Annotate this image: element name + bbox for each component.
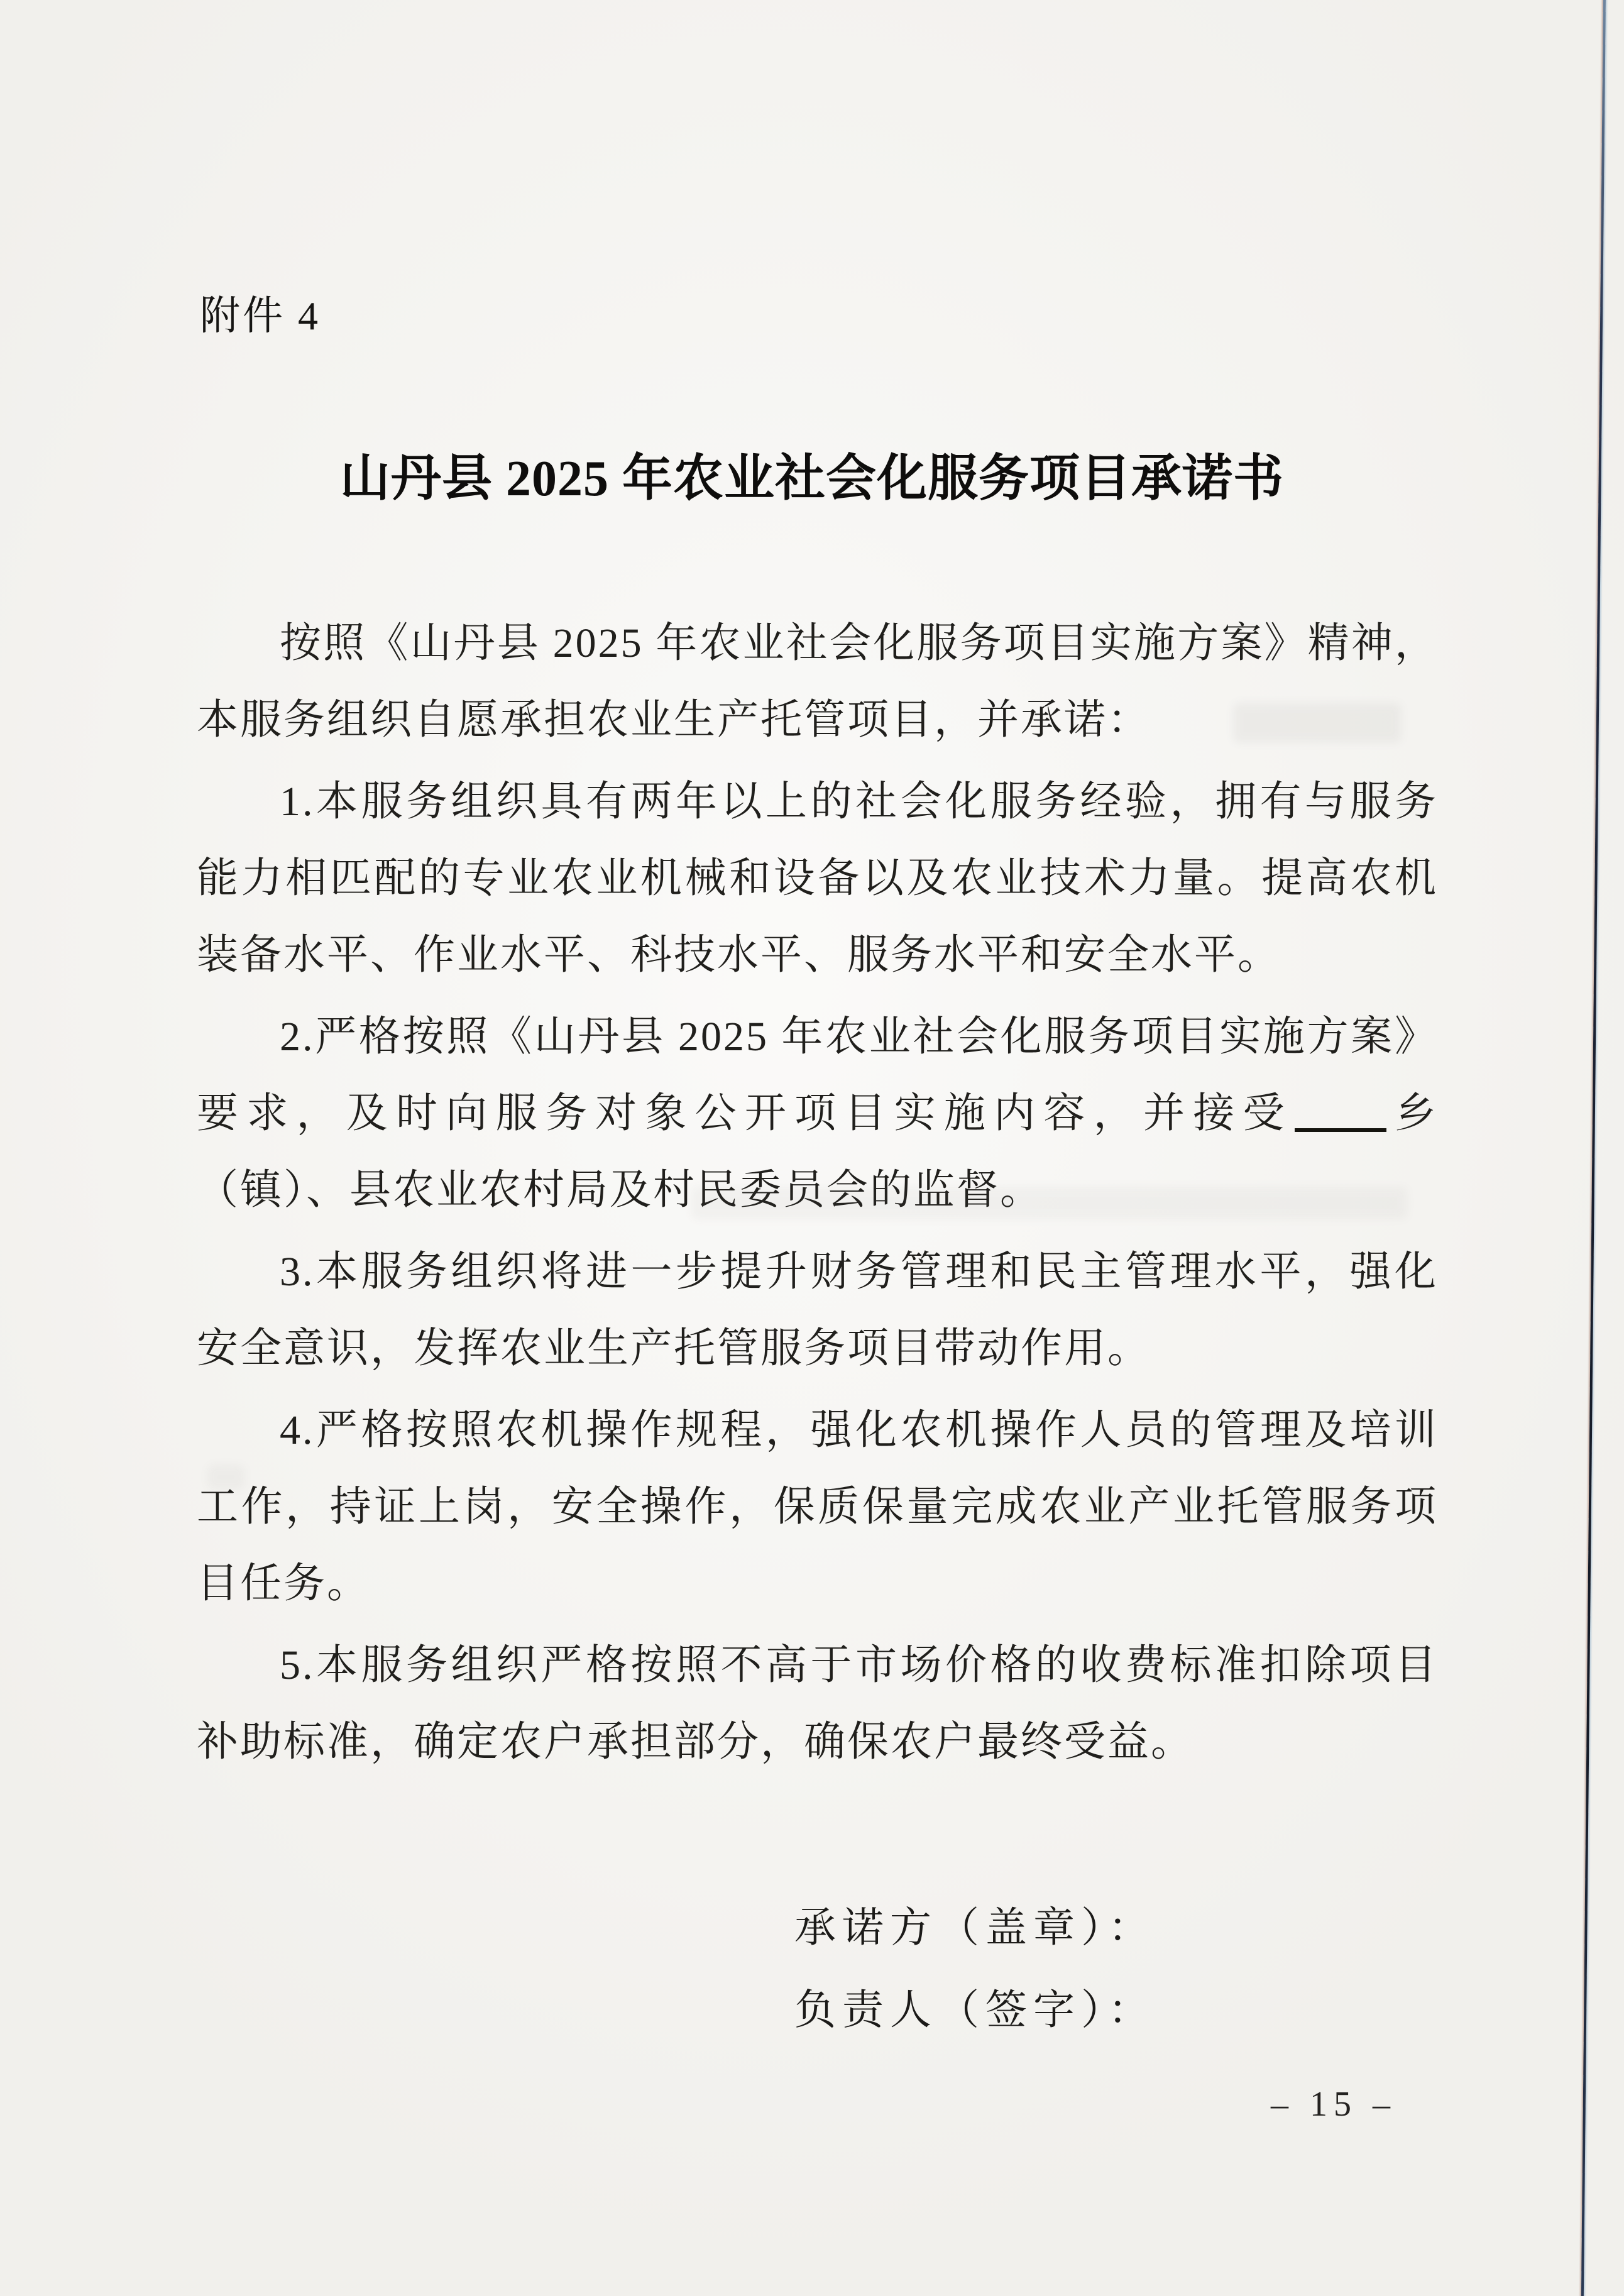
paragraph-text: 4.严格按照农机操作规程，强化农机操作人员的管理及培训工作，持证上岗，安全操作，保质保量完成农业产业托管服务项目任务。 [197, 1407, 1438, 1607]
scan-edge-line [1581, 0, 1606, 2296]
page-number: – 15 – [1271, 2085, 1396, 2124]
document-title: 山丹县 2025 年农业社会化服务项目承诺书 [340, 451, 1284, 507]
clause-5-paragraph [197, 1627, 1438, 1781]
attachment-label: 附件 4 [200, 294, 321, 338]
clause-3-paragraph [197, 1234, 1438, 1387]
responsible-person-signature-line: 负责人（签字）： [794, 1987, 1156, 2033]
clause-4-paragraph [197, 1392, 1438, 1622]
paragraph-text: 1.本服务组织具有两年以上的社会化服务经验，拥有与服务能力相匹配的专业农业机械和设备以及农业技术力量。提高农机装备水平、作业水平、科技水平、服务水平和安全水平。 [197, 779, 1438, 978]
bleed-through-mark [691, 1187, 1408, 1219]
bleed-through-mark [207, 1464, 245, 1490]
paragraph-text: 乡（镇）、县农业农村局及村民委员会的监督。 [197, 1090, 1439, 1213]
fill-in-blank-line [1295, 1128, 1386, 1132]
signature-block [794, 1887, 1156, 2052]
paragraph-text: 按照《山丹县 2025 年农业社会化服务项目实施方案》精神，本服务组织自愿承担农业生产托管项目，并承诺： [197, 620, 1438, 743]
paragraph-text: 5.本服务组织严格按照不高于市场价格的收费标准扣除项目补助标准，确定农户承担部分，确保农户最终受益。 [197, 1642, 1438, 1765]
clause-1-paragraph [197, 764, 1438, 994]
paragraph-text: 2.严格按照《山丹县 2025 年农业社会化服务项目实施方案》要求，及时向服务对象公开项目实施内容，并接受 [197, 1014, 1438, 1136]
bleed-through-mark [1233, 703, 1402, 743]
promisor-seal-line: 承诺方（盖章）： [794, 1905, 1156, 1951]
paragraph-text: 3.本服务组织将进一步提升财务管理和民主管理水平，强化安全意识，发挥农业生产托管服务项目带动作用。 [197, 1249, 1438, 1371]
